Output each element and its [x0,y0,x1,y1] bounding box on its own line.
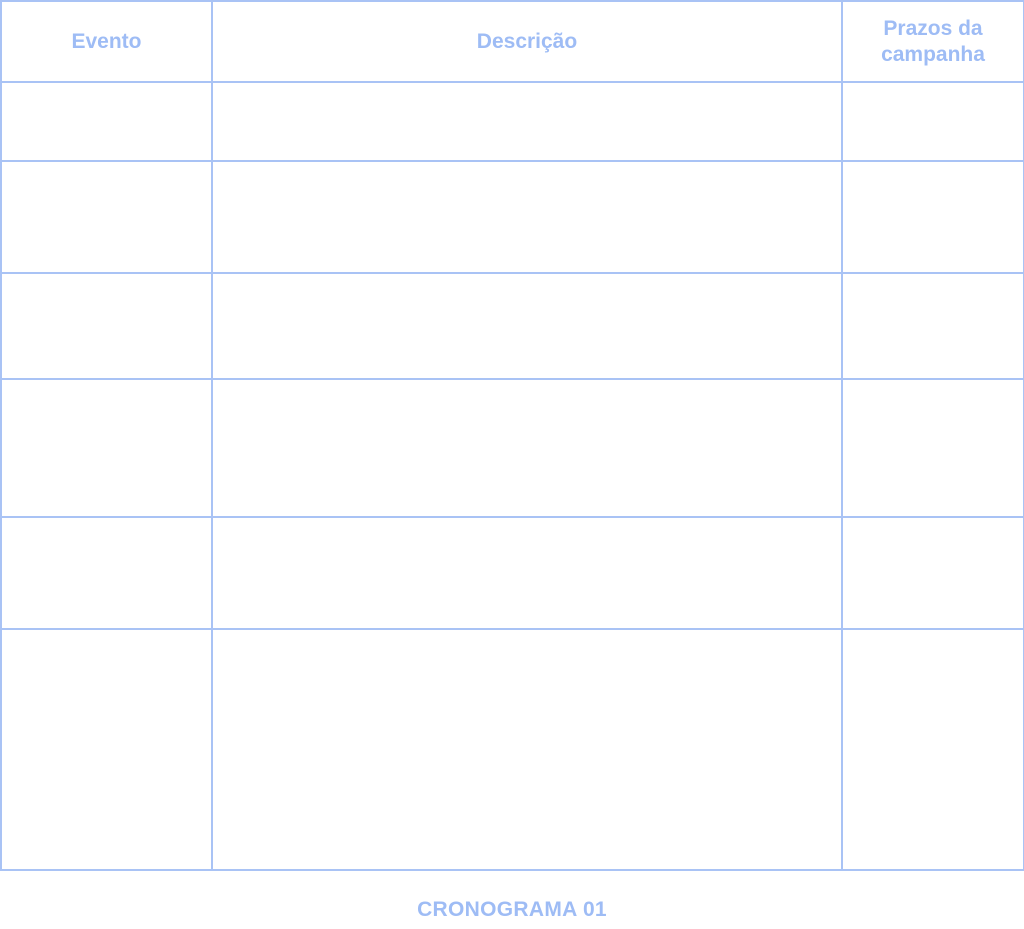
cell-prazos[interactable] [842,82,1024,161]
table-row [1,161,1024,273]
header-evento: Evento [1,1,212,82]
table-header-row [1,1,1024,82]
header-prazos: Prazos da campanha [842,1,1024,82]
cell-descricao[interactable] [212,161,842,273]
cell-evento[interactable] [1,161,212,273]
header-descricao: Descrição [212,1,842,82]
cell-prazos[interactable] [842,629,1024,870]
cell-descricao[interactable] [212,629,842,870]
cell-descricao[interactable] [212,379,842,517]
table-row [1,273,1024,379]
cell-descricao[interactable] [212,517,842,629]
cell-prazos[interactable] [842,161,1024,273]
cell-evento[interactable] [1,517,212,629]
cell-evento[interactable] [1,629,212,870]
table-row [1,379,1024,517]
cell-evento[interactable] [1,273,212,379]
cell-evento[interactable] [1,379,212,517]
table-row [1,82,1024,161]
cell-descricao[interactable] [212,273,842,379]
table-caption: CRONOGRAMA 01 [417,898,607,921]
cell-prazos[interactable] [842,379,1024,517]
cell-evento[interactable] [1,82,212,161]
table-row [1,517,1024,629]
cell-prazos[interactable] [842,273,1024,379]
cell-descricao[interactable] [212,82,842,161]
cell-prazos[interactable] [842,517,1024,629]
table-row [1,629,1024,870]
